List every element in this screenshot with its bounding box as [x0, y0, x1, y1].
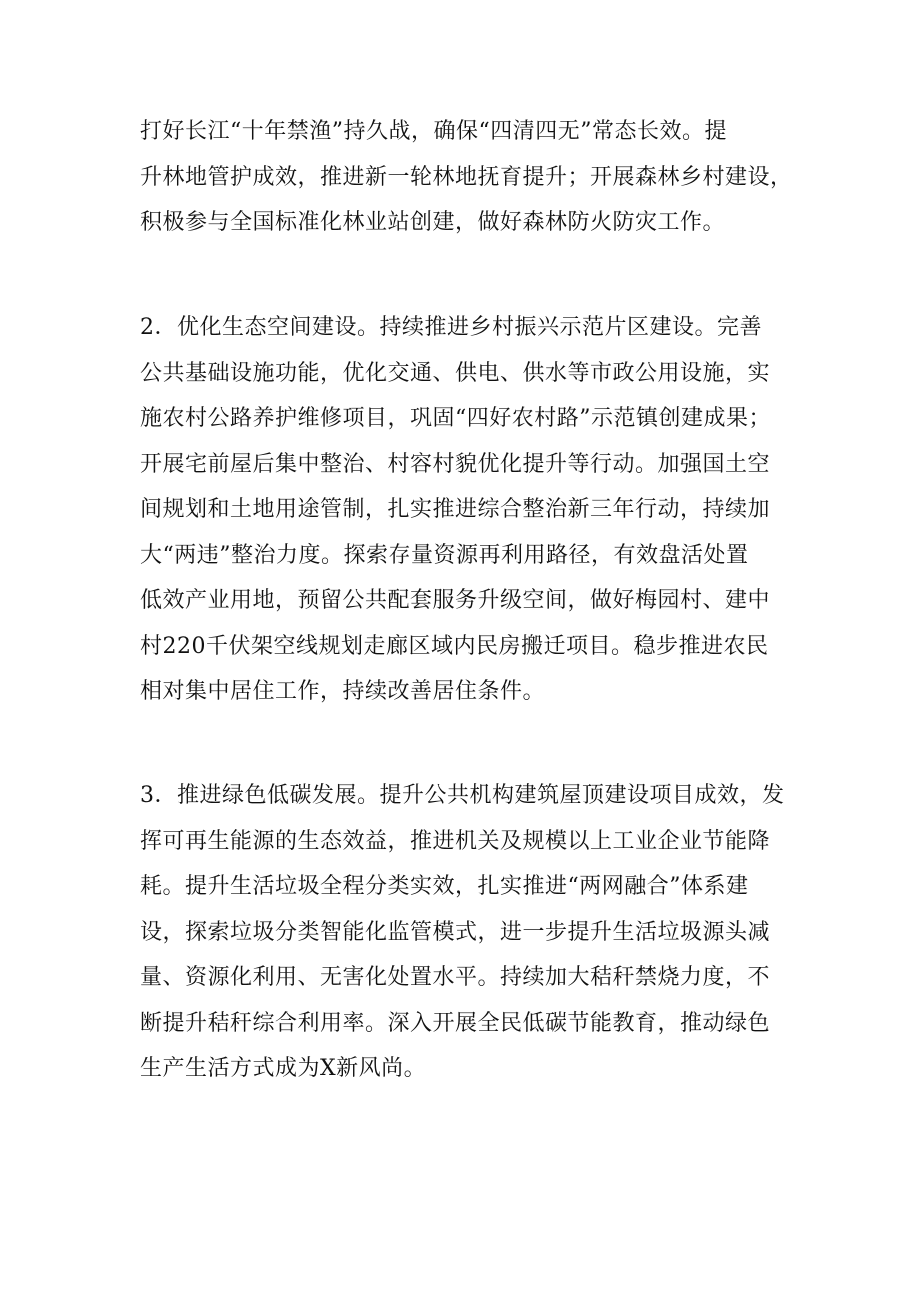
paragraph-1: [140, 109, 793, 246]
paragraph-2: [140, 305, 790, 715]
text-line: 打好长江“十年禁渔”持久战，确保“四清四无”常态长效。提: [140, 119, 727, 144]
text-line: 升林地管护成效，推进新一轮林地抚育提升；开展森林乡村建设，: [140, 164, 793, 190]
text-line: 相对集中居住工作，持续改善居住条件。: [140, 679, 546, 704]
text-line: 量、资源化利用、无害化处置水平。持续加大秸秆禁烧力度，不: [140, 965, 771, 990]
text-line: 开展宅前屋后集中整治、村容村貌优化提升等行动。加强国土空: [140, 451, 771, 477]
text-line: 设，探索垃圾分类智能化监管模式，进一步提升生活垃圾源头减: [140, 919, 771, 945]
text-line: 施农村公路养护维修项目，巩固“四好农村路”示范镇创建成果；: [140, 406, 771, 431]
text-line: 积极参与全国标准化林业站创建，做好森林防火防灾工作。: [140, 210, 726, 235]
text-line: 耗。提升生活垃圾全程分类实效，扎实推进“两网融合”体系建: [140, 874, 749, 899]
paragraph-3: [140, 773, 790, 1092]
text-line: 间规划和土地用途管制，扎实推进综合整治新三年行动，持续加: [140, 497, 771, 522]
text-line: 生产生活方式成为X新风尚。: [140, 1056, 427, 1081]
text-line: 断提升秸秆综合利用率。深入开展全民低碳节能教育，推动绿色: [140, 1010, 771, 1036]
text-line: 挥可再生能源的生态效益，推进机关及规模以上工业企业节能降: [140, 828, 771, 854]
text-line: 村220千伏架空线规划走廊区域内民房搬迁项目。稳步推进农民: [140, 633, 769, 659]
text-line: 低效产业用地，预留公共配套服务升级空间，做好梅园村、建中: [140, 588, 771, 613]
text-line: 公共基础设施功能，优化交通、供电、供水等市政公用设施，实: [140, 360, 771, 386]
text-line: 2．优化生态空间建设。持续推进乡村振兴示范片区建设。完善: [140, 315, 762, 340]
text-line: 3．推进绿色低碳发展。提升公共机构建筑屋顶建设项目成效，发: [140, 783, 785, 808]
text-line: 大“两违”整治力度。探索存量资源再利用路径，有效盘活处置: [140, 542, 749, 568]
